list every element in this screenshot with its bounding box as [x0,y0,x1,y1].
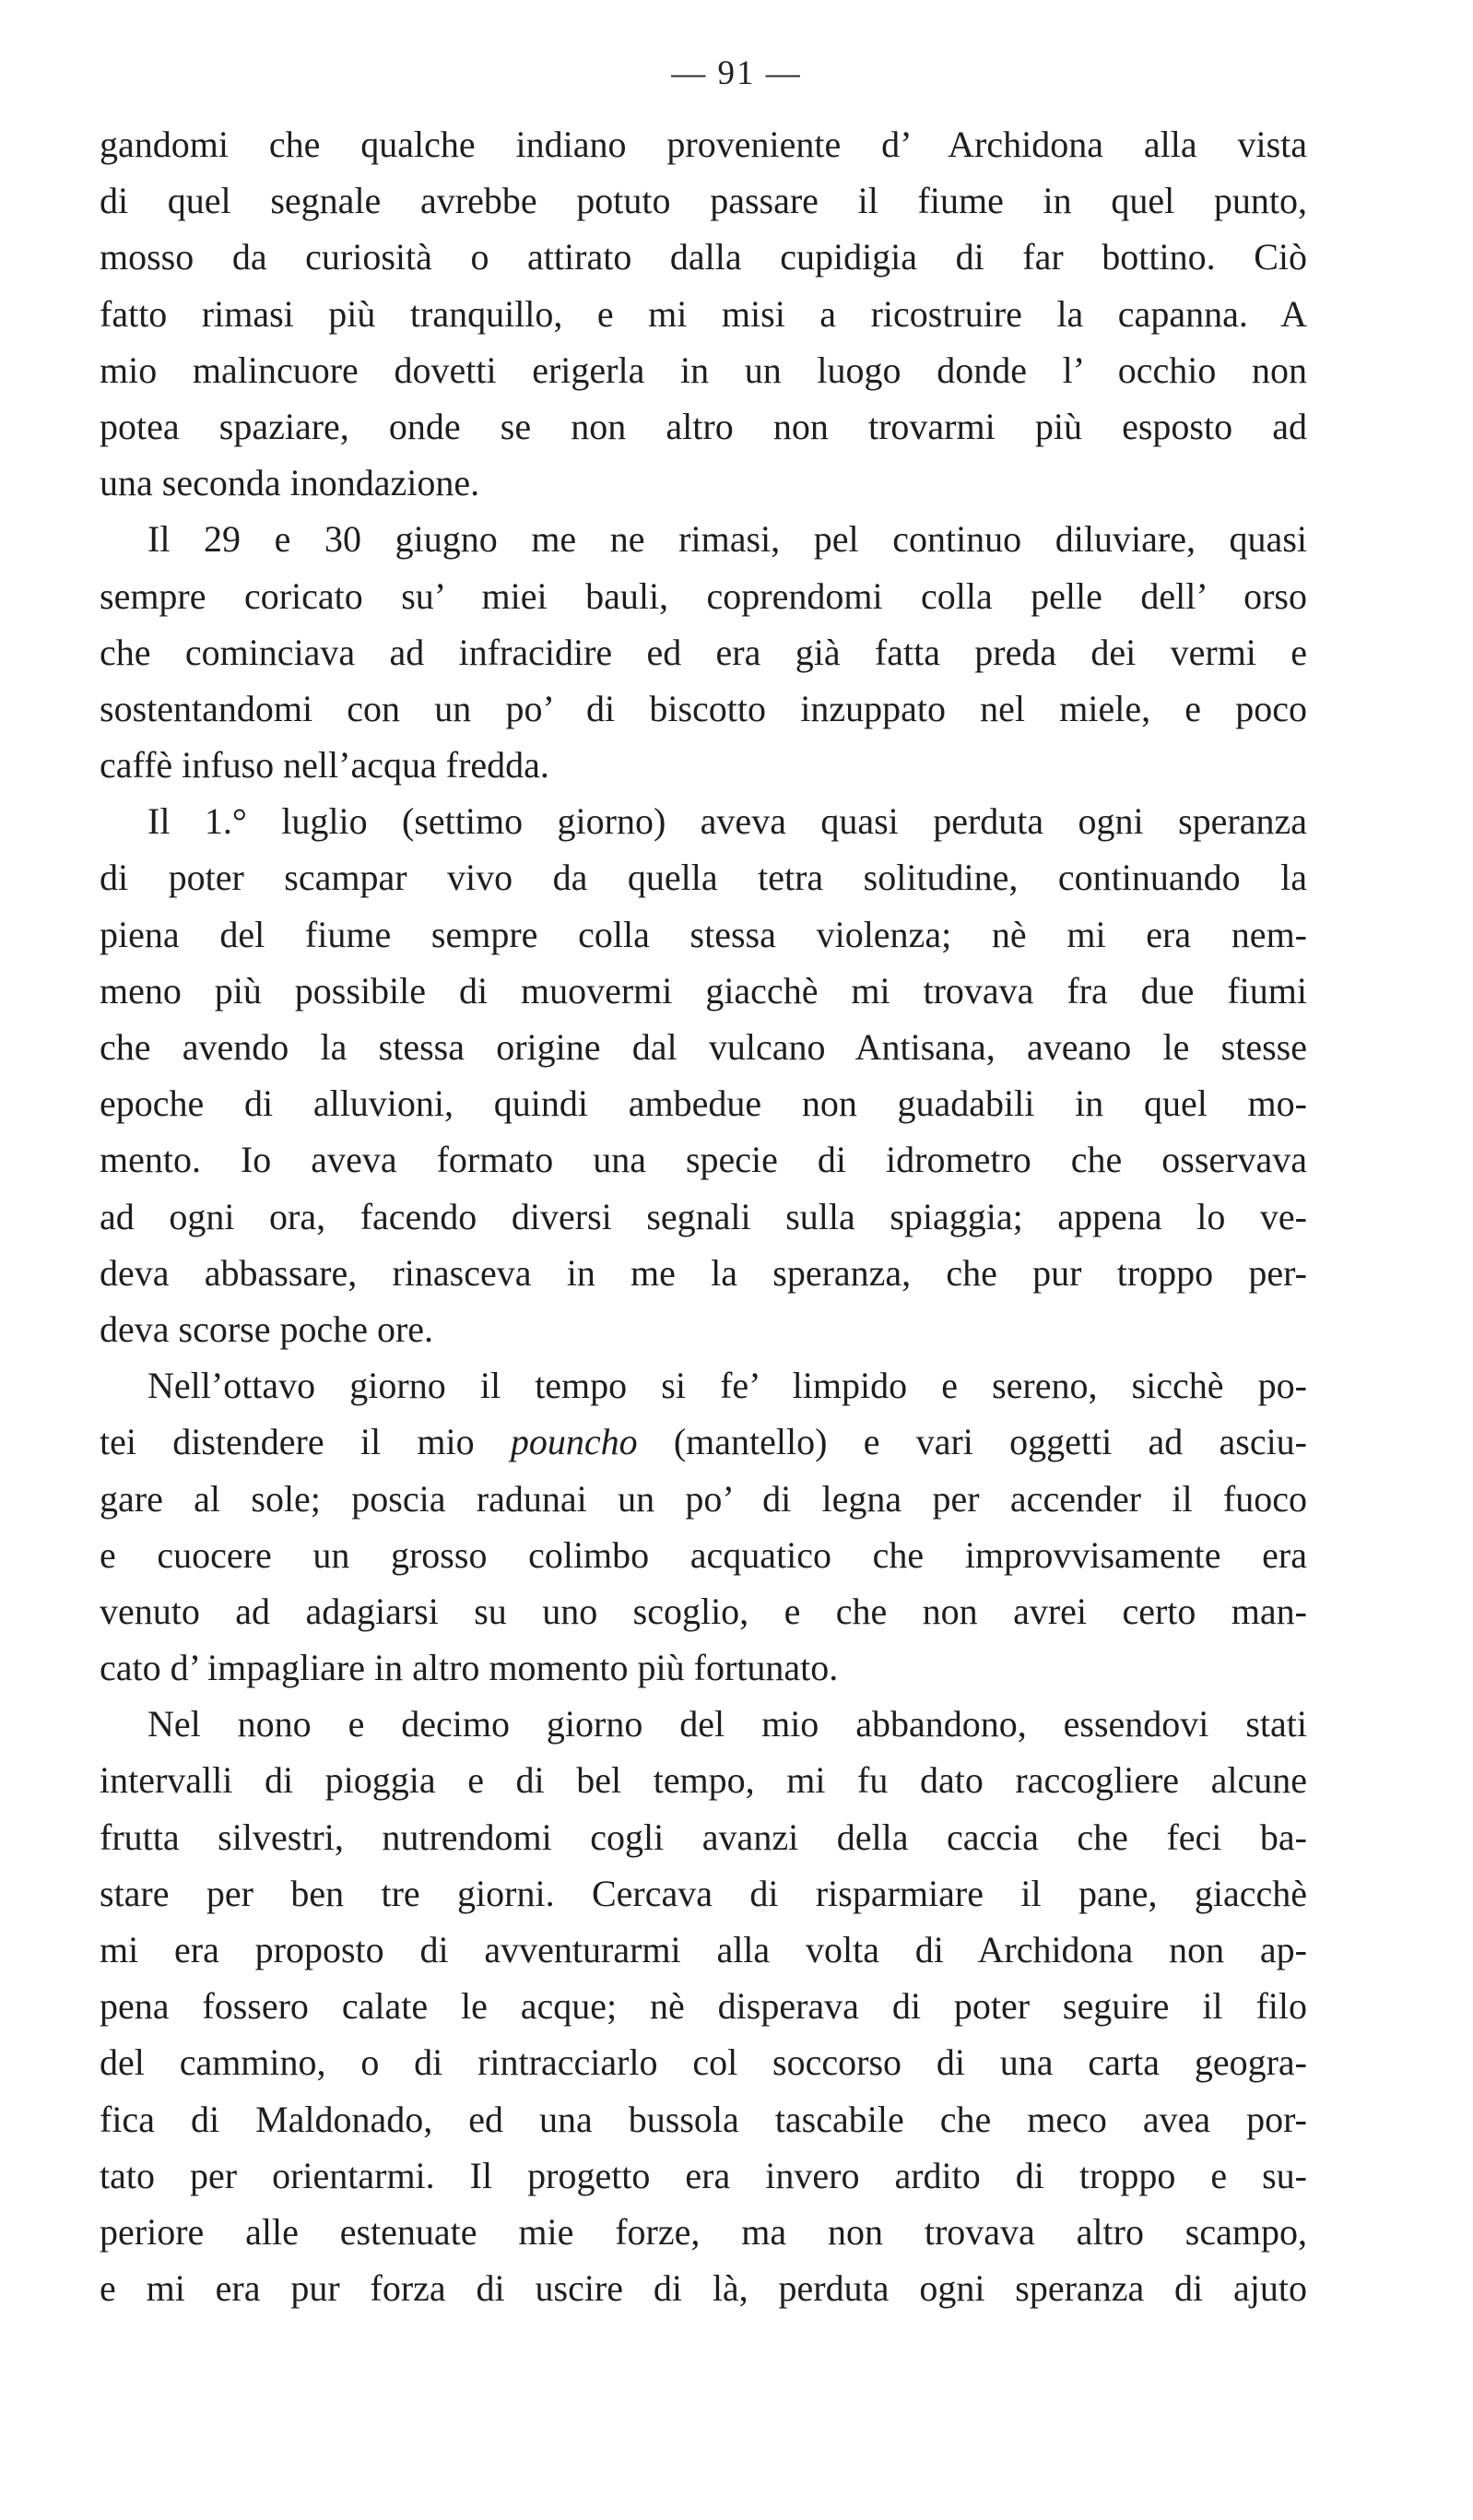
text-line: che cominciava ad infracidire ed era già fatta preda dei vermi e [100,631,1307,673]
text-line: sempre coricato su’ miei bauli, coprendomi colla pelle dell’ orso [100,574,1307,617]
text-line: stare per ben tre giorni. Cercava di risparmiare il pane, giacchè [100,1872,1307,1914]
text-line: ad ogni ora, facendo diversi segnali sulla spiaggia; appena lo ve- [100,1195,1307,1237]
text-line: sostentandomi con un po’ di biscotto inzuppato nel miele, e poco [100,687,1307,729]
text-line: mi era proposto di avventurarmi alla volta di Archidona non ap- [100,1929,1307,1970]
text-line: potea spaziare, onde se non altro non trovarmi più esposto ad [100,405,1307,447]
text-line: Nel nono e decimo giorno del mio abbandono, essendovi stati [147,1703,1307,1745]
text-line: del cammino, o di rintracciarlo col soccorso di una carta geogra- [100,2041,1307,2084]
text-line: tei distendere il mio pouncho (mantello) e vari oggetti ad asciu- [100,1421,1308,1463]
text-line: di poter scampar vivo da quella tetra solitudine, continuando la [100,857,1307,899]
text-line: deva abbassare, rinasceva in me la speranza, che pur troppo per- [100,1251,1307,1294]
text-line: che avendo la stessa origine dal vulcano Antisana, aveano le stesse [100,1026,1307,1068]
page-number: — 91 — [671,54,802,92]
text-line: mio malincuore dovetti erigerla in un luogo donde l’ occhio non [100,349,1307,391]
text-line: pena fossero calate le acque; nè disperava di poter seguire il filo [100,1985,1307,2028]
text-line: di quel segnale avrebbe potuto passare il fiume in quel punto, [100,180,1307,222]
text-line: frutta silvestri, nutrendomi cogli avanzi della caccia che feci ba- [100,1816,1307,1858]
text-line: caffè infuso nell’acqua fredda. [100,744,549,787]
text-line: gare al sole; poscia radunai un po’ di legna per accender il fuoco [100,1477,1307,1520]
text-line: piena del fiume sempre colla stessa violenza; nè mi era nem- [100,913,1307,955]
text-line: mosso da curiosità o attirato dalla cupidigia di far bottino. Ciò [100,236,1307,278]
text-line: cato d’ impagliare in altro momento più fortunato. [100,1647,839,1689]
text-line: mento. Io aveva formato una specie di idrometro che osservava [100,1139,1307,1181]
text-line: fatto rimasi più tranquillo, e mi misi a ricostruire la capanna. A [100,292,1307,335]
text-line: venuto ad adagiarsi su uno scoglio, e che non avrei certo man- [100,1590,1307,1632]
text-line: deva scorse poche ore. [100,1307,434,1350]
text-line: e mi era pur forza di uscire di là, perduta ogni speranza di ajuto [100,2267,1307,2310]
text-line: Nell’ottavo giorno il tempo si fe’ limpido e sereno, sicchè po- [147,1365,1307,1407]
text-line: epoche di alluvioni, quindi ambedue non guadabili in quel mo- [100,1083,1307,1125]
text-line: meno più possibile di muovermi giacchè mi trovava fra due fiumi [100,969,1307,1012]
text-line: tato per orientarmi. Il progetto era invero ardito di troppo e su- [100,2154,1307,2196]
text-line: intervalli di pioggia e di bel tempo, mi fu dato raccogliere alcune [100,1759,1307,1802]
text-line: Il 1.° luglio (settimo giorno) aveva quasi perduta ogni speranza [147,800,1307,843]
body-text [100,116,1307,2316]
text-line: periore alle estenuate mie forze, ma non trovava altro scampo, [100,2210,1307,2253]
text-line: fica di Maldonado, ed una bussola tascabile che meco avea por- [100,2098,1307,2140]
text-line: una seconda inondazione. [100,462,480,504]
text-line: Il 29 e 30 giugno me ne rimasi, pel continuo diluviare, quasi [147,518,1307,561]
italic-word: pouncho [510,1421,638,1463]
text-line: gandomi che qualche indiano proveniente d’ Archidona alla vista [100,124,1307,165]
text-line: e cuocere un grosso colimbo acquatico che improvvisamente era [100,1533,1307,1576]
